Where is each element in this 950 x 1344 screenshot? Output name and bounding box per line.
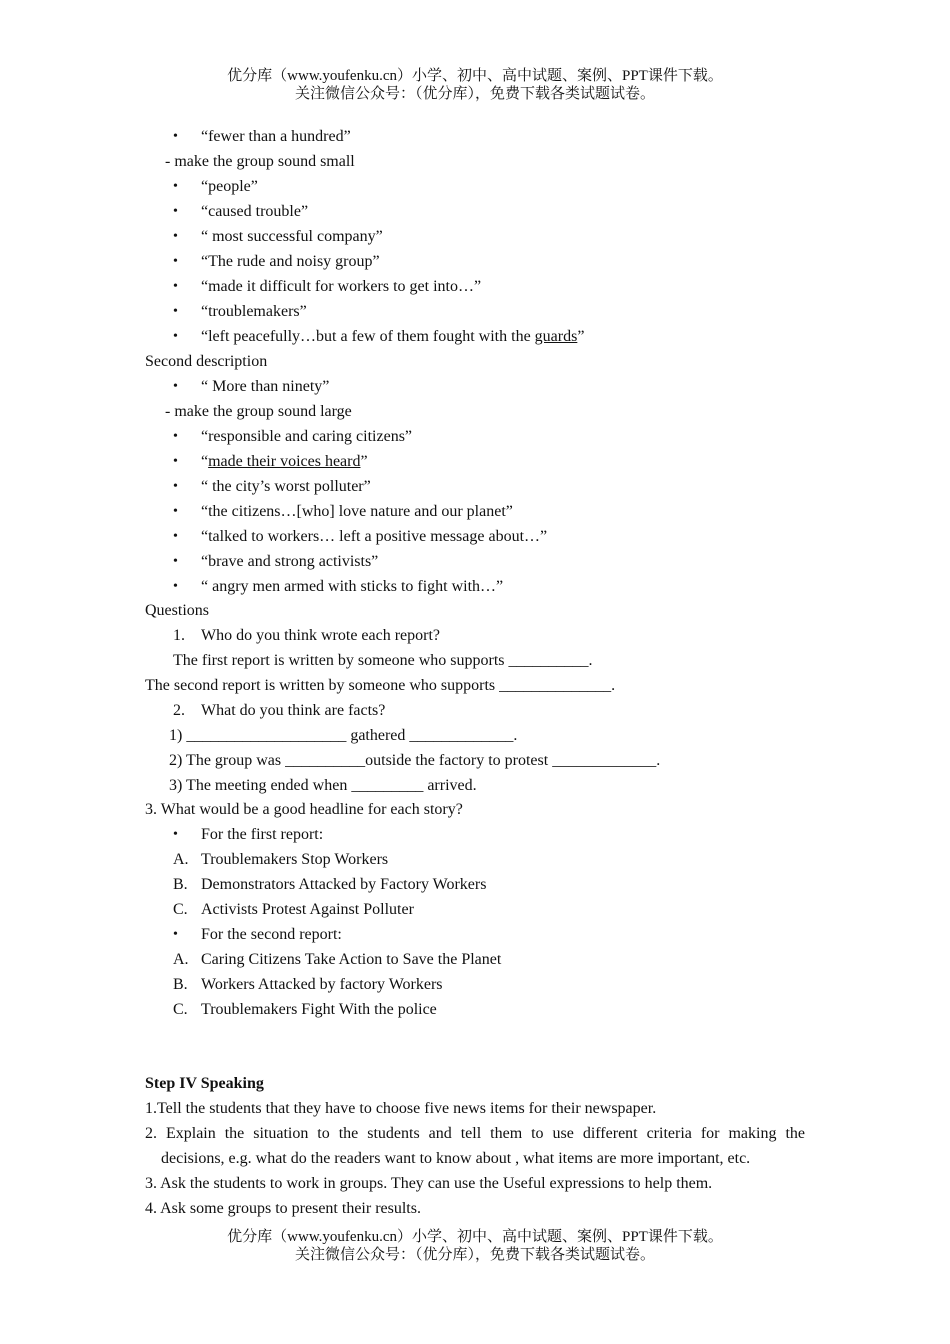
option-letter: B. [173,876,188,893]
page-header [0,67,950,103]
bullet: • [173,379,178,394]
page-footer [0,1228,950,1264]
option-letter: A. [173,951,189,968]
bullet: • [173,279,178,294]
text-segment: ” [577,328,585,345]
text-segment: “ [201,453,209,470]
question-number: 1. [173,627,185,644]
option-letter: C. [173,901,188,918]
questions-title: Questions [145,602,209,619]
question-2: What do you think are facts? [201,702,386,719]
question-2-fact-1: 1) ____________________ gathered _____________. [169,727,518,744]
headline-option: Troublemakers Stop Workers [201,851,389,868]
second-desc-title: Second description [145,353,268,370]
second-desc-item: “brave and strong activists” [201,553,379,570]
text-segment: “left peacefully…but a few of them fought with the [201,328,535,345]
headline-option: Workers Attacked by factory Workers [201,976,443,993]
second-desc-item: “ angry men armed with sticks to fight with…” [201,578,504,595]
bullet: • [173,129,178,144]
bullet: • [173,529,178,544]
bullet: • [173,827,178,842]
bullet: • [173,579,178,594]
first-desc-item: “fewer than a hundred” [201,128,351,145]
header-line-1: 优分库（www.youfenku.cn）小学、初中、高中试题、案例、PPT课件下载。 [227,68,723,84]
question-3: 3. What would be a good headline for each story? [145,801,463,818]
question-2-fact-2: 2) The group was __________outside the factory to protest _____________. [169,752,661,769]
question-2-fact-3: 3) The meeting ended when _________ arrived. [169,777,477,794]
first-desc-item: “ most successful company” [201,228,383,245]
first-desc-item: “The rude and noisy group” [201,253,380,270]
question-1-answer-b: The second report is written by someone who supports ______________. [145,677,616,694]
headline-option: Troublemakers Fight With the police [201,1001,437,1018]
step-4-item-1: 1.Tell the students that they have to choose five news items for their newspaper. [145,1100,657,1117]
first-desc-item: “troublemakers” [201,303,307,320]
step-4-item-4: 4. Ask some groups to present their results. [145,1200,421,1217]
bullet: • [173,229,178,244]
option-letter: B. [173,976,188,993]
second-desc-item: “the citizens…[who] love nature and our planet” [201,503,513,520]
headline-option: Caring Citizens Take Action to Save the Planet [201,951,502,968]
bullet: • [173,454,178,469]
second-desc-item [201,452,368,472]
headline-option: Demonstrators Attacked by Factory Workers [201,876,487,893]
footer-line-2: 关注微信公众号：（优分库），免费下载各类试题试卷。 [294,1247,655,1263]
second-report-label: For the second report: [201,926,342,943]
option-letter: A. [173,851,189,868]
first-desc-sub: - make the group sound small [165,153,355,170]
bullet: • [173,329,178,344]
bullet: • [173,254,178,269]
second-desc-item: “responsible and caring citizens” [201,428,413,445]
bullet: • [173,554,178,569]
first-desc-item: “caused trouble” [201,203,309,220]
question-number: 2. [173,702,185,719]
step-4-title: Step IV Speaking [145,1075,264,1092]
second-desc-item: “ the city’s worst polluter” [201,478,371,495]
header-line-2: 关注微信公众号：（优分库），免费下载各类试题试卷。 [294,86,655,102]
question-1: Who do you think wrote each report? [201,627,441,644]
option-letter: C. [173,1001,188,1018]
bullet: • [173,927,178,942]
first-desc-item: “made it difficult for workers to get into…” [201,278,482,295]
second-desc-sub: - make the group sound large [165,403,352,420]
bullet: • [173,479,178,494]
bullet: • [173,504,178,519]
first-desc-item: “people” [201,178,258,195]
bullet: • [173,429,178,444]
second-desc-item: “talked to workers… left a positive message about…” [201,528,548,545]
text-segment: ” [360,453,368,470]
underlined-word: guards [534,328,578,345]
first-desc-item [201,327,584,347]
bullet: • [173,179,178,194]
step-4-item-2-line-2: decisions, e.g. what do the readers want to know about , what items are more important, etc. [161,1150,751,1167]
second-desc-item: “ More than ninety” [201,378,330,395]
headline-option: Activists Protest Against Polluter [201,901,414,918]
bullet: • [173,204,178,219]
footer-line-1: 优分库（www.youfenku.cn）小学、初中、高中试题、案例、PPT课件下载。 [227,1229,723,1245]
underlined-phrase: made their voices heard [208,453,361,470]
step-4-item-3: 3. Ask the students to work in groups. They can use the Useful expressions to help them. [145,1175,713,1192]
step-4-item-2 [145,1121,805,1171]
first-report-label: For the first report: [201,826,324,843]
bullet: • [173,304,178,319]
step-4-item-2-line-1: 2. Explain the situation to the students and tell them to use different criteria for making the [145,1125,805,1142]
question-1-answer-a: The first report is written by someone who supports __________. [173,652,593,669]
